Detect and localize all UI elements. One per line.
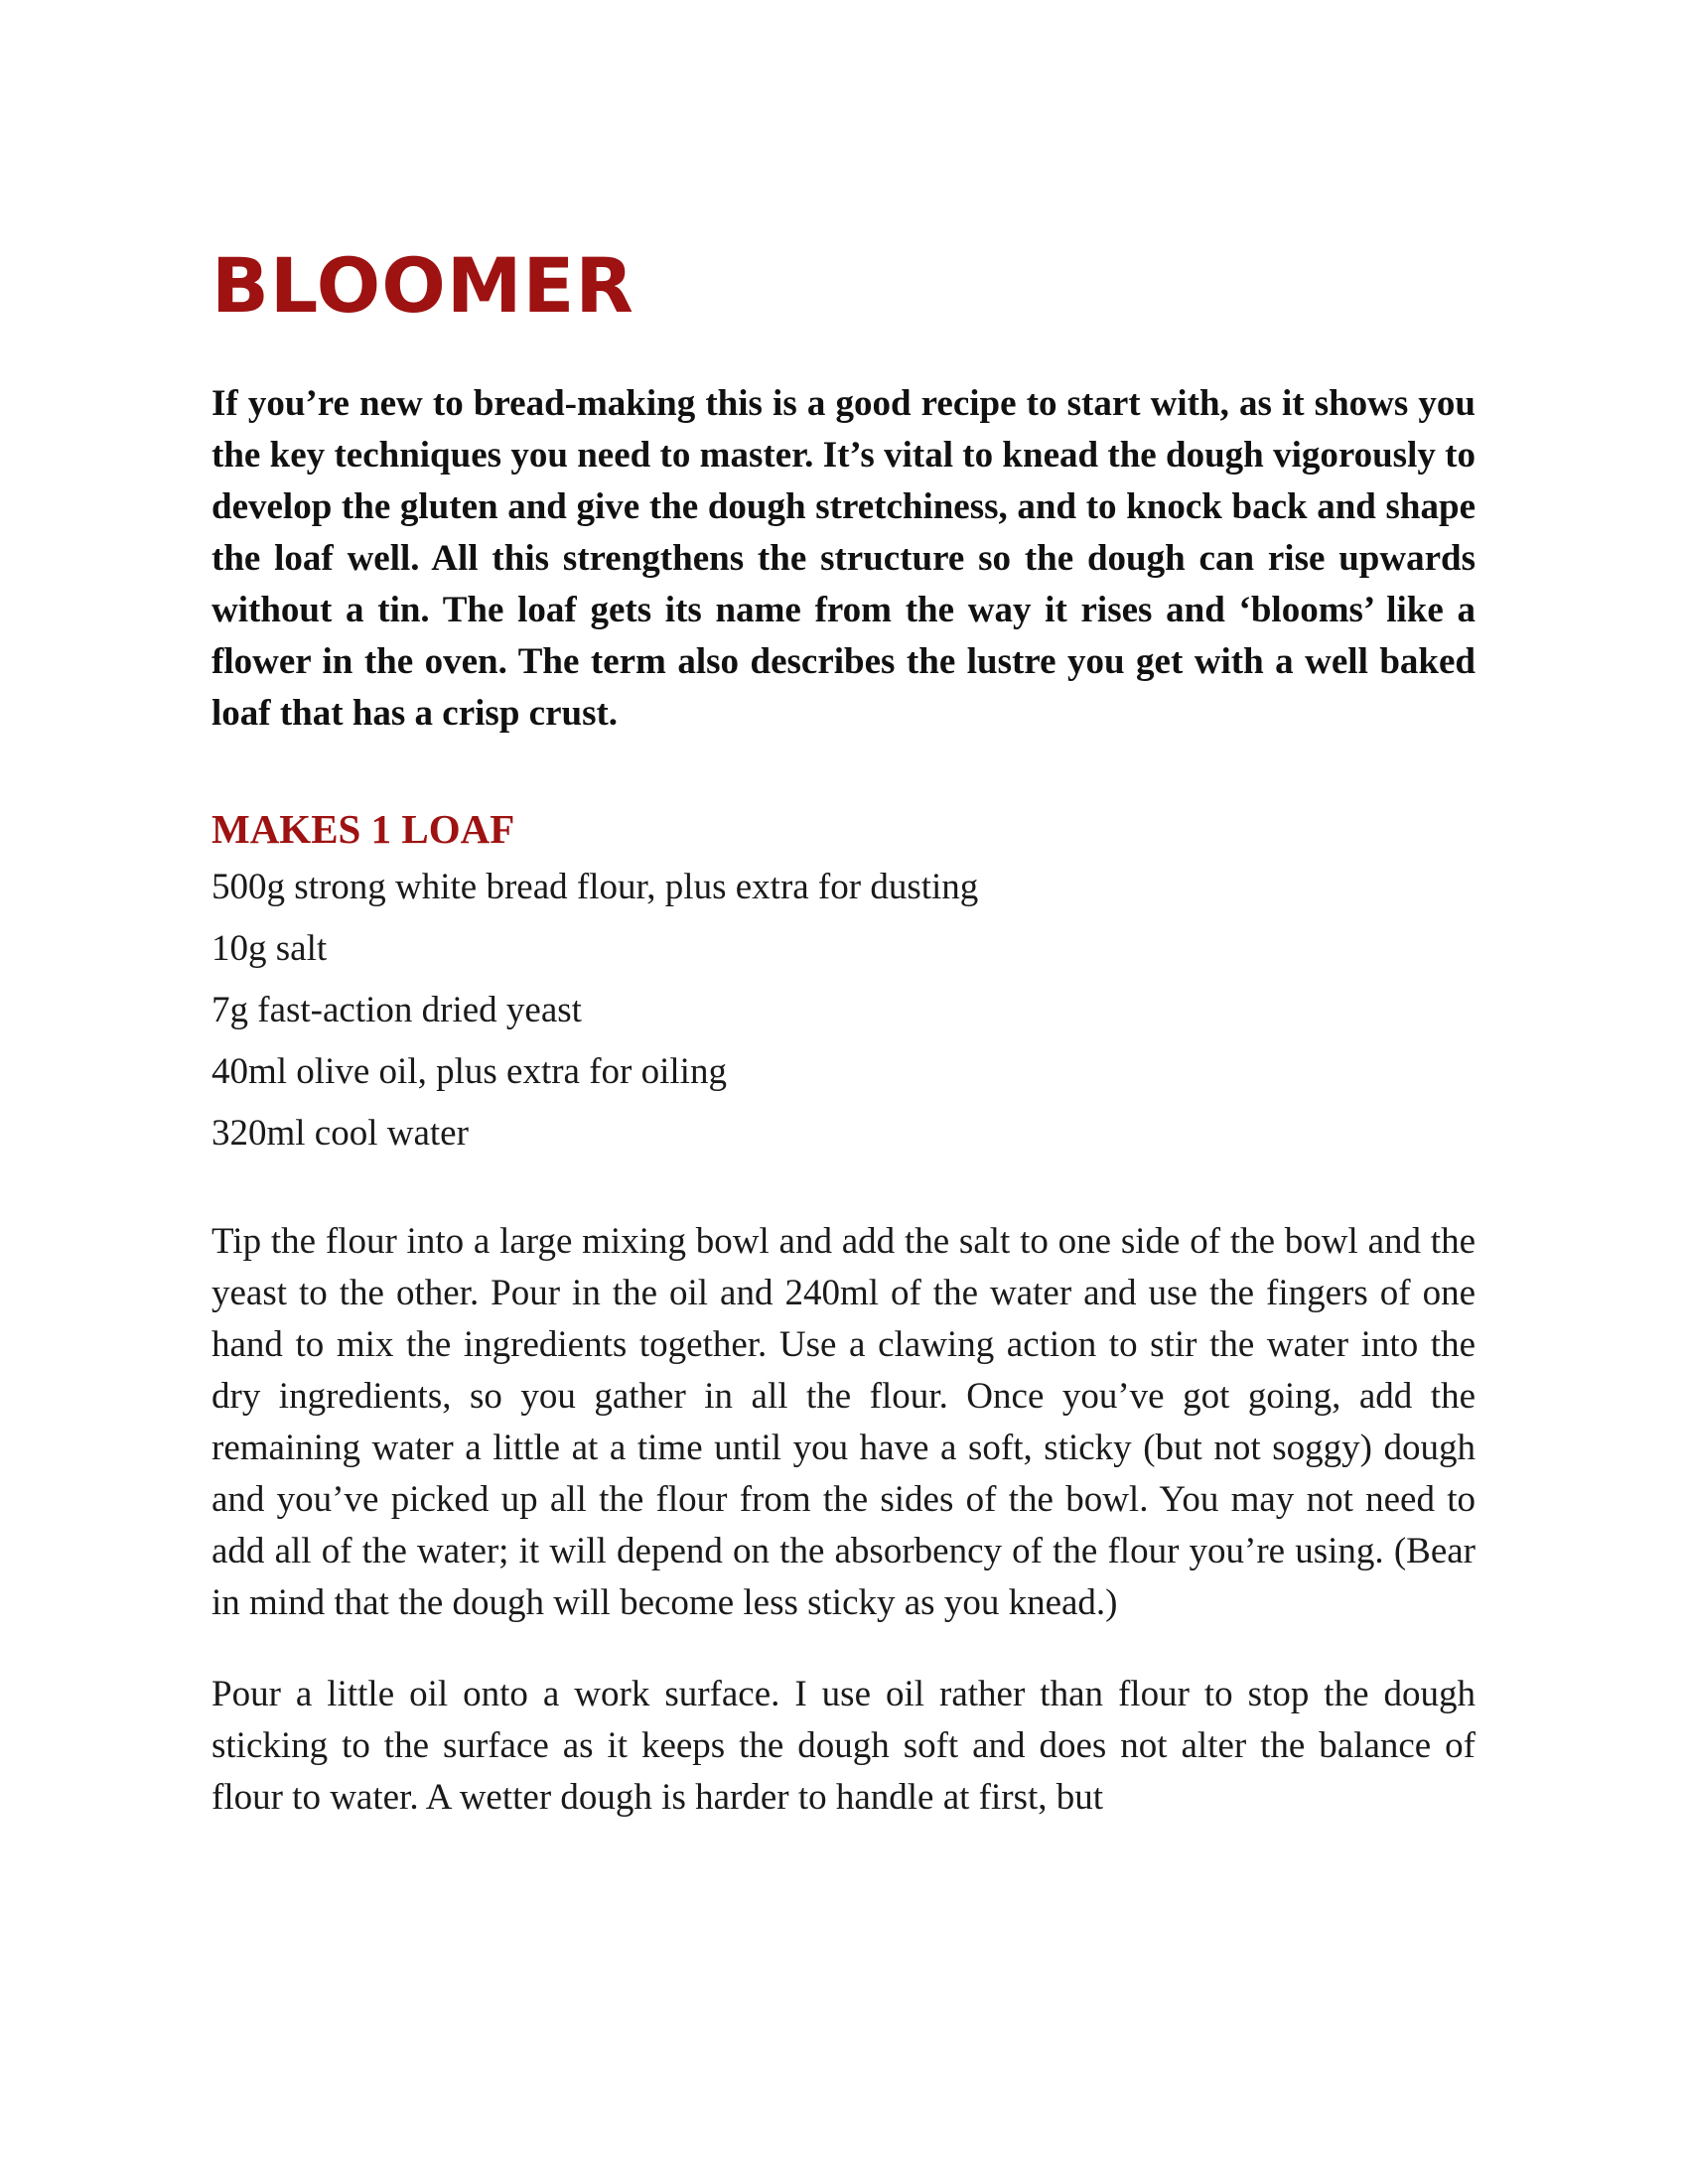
ingredient-item: 320ml cool water: [211, 1113, 469, 1154]
ingredient-item: 10g salt: [211, 928, 328, 969]
ingredient-item: 7g fast-action dried yeast: [211, 990, 582, 1030]
recipe-page: [211, 241, 1476, 1824]
method-paragraph: Tip the flour into a large mixing bowl and add the salt to one side of the bowl and the yeast to the other. Pour in the oil and 240ml of the water and use the fingers of one hand to mix the ingredients together. Use a clawing action to stir the water into the dry ingredients, so you gather in all the flour. Once you’ve got going, add the remaining water a little at a time until you have a soft, sticky (but not soggy) dough and you’ve picked up all the flour from the sides of the bowl. You may not need to add all of the water; it will depend on the absorbency of the flour you’re using. (Bear in mind that the dough will become less sticky as you knead.): [211, 1221, 1476, 1623]
method-section: [211, 1216, 1476, 1824]
recipe-yield-heading: MAKES 1 LOAF: [211, 806, 515, 852]
ingredient-item: 40ml olive oil, plus extra for oiling: [211, 1051, 727, 1092]
method-paragraph: Pour a little oil onto a work surface. I use oil rather than flour to stop the dough sticking to the surface as it keeps the dough soft and does not alter the balance of flour to water. A wetter dough is harder to handle at first, but: [211, 1674, 1476, 1818]
recipe-intro: If you’re new to bread-making this is a good recipe to start with, as it shows you the key techniques you need to master. It’s vital to knead the dough vigorously to develop the gluten and give the dough stretchiness, and to knock back and shape the loaf well. All this strengthens the structure so the dough can rise upwards without a tin. The loaf gets its name from the way it rises and ‘blooms’ like a flower in the oven. The term also describes the lustre you get with a well baked loaf that has a crisp crust.: [211, 383, 1476, 734]
ingredient-list: [211, 857, 1476, 1164]
ingredient-item: 500g strong white bread flour, plus extra for dusting: [211, 867, 979, 907]
recipe-title: BLOOMER: [211, 241, 634, 330]
